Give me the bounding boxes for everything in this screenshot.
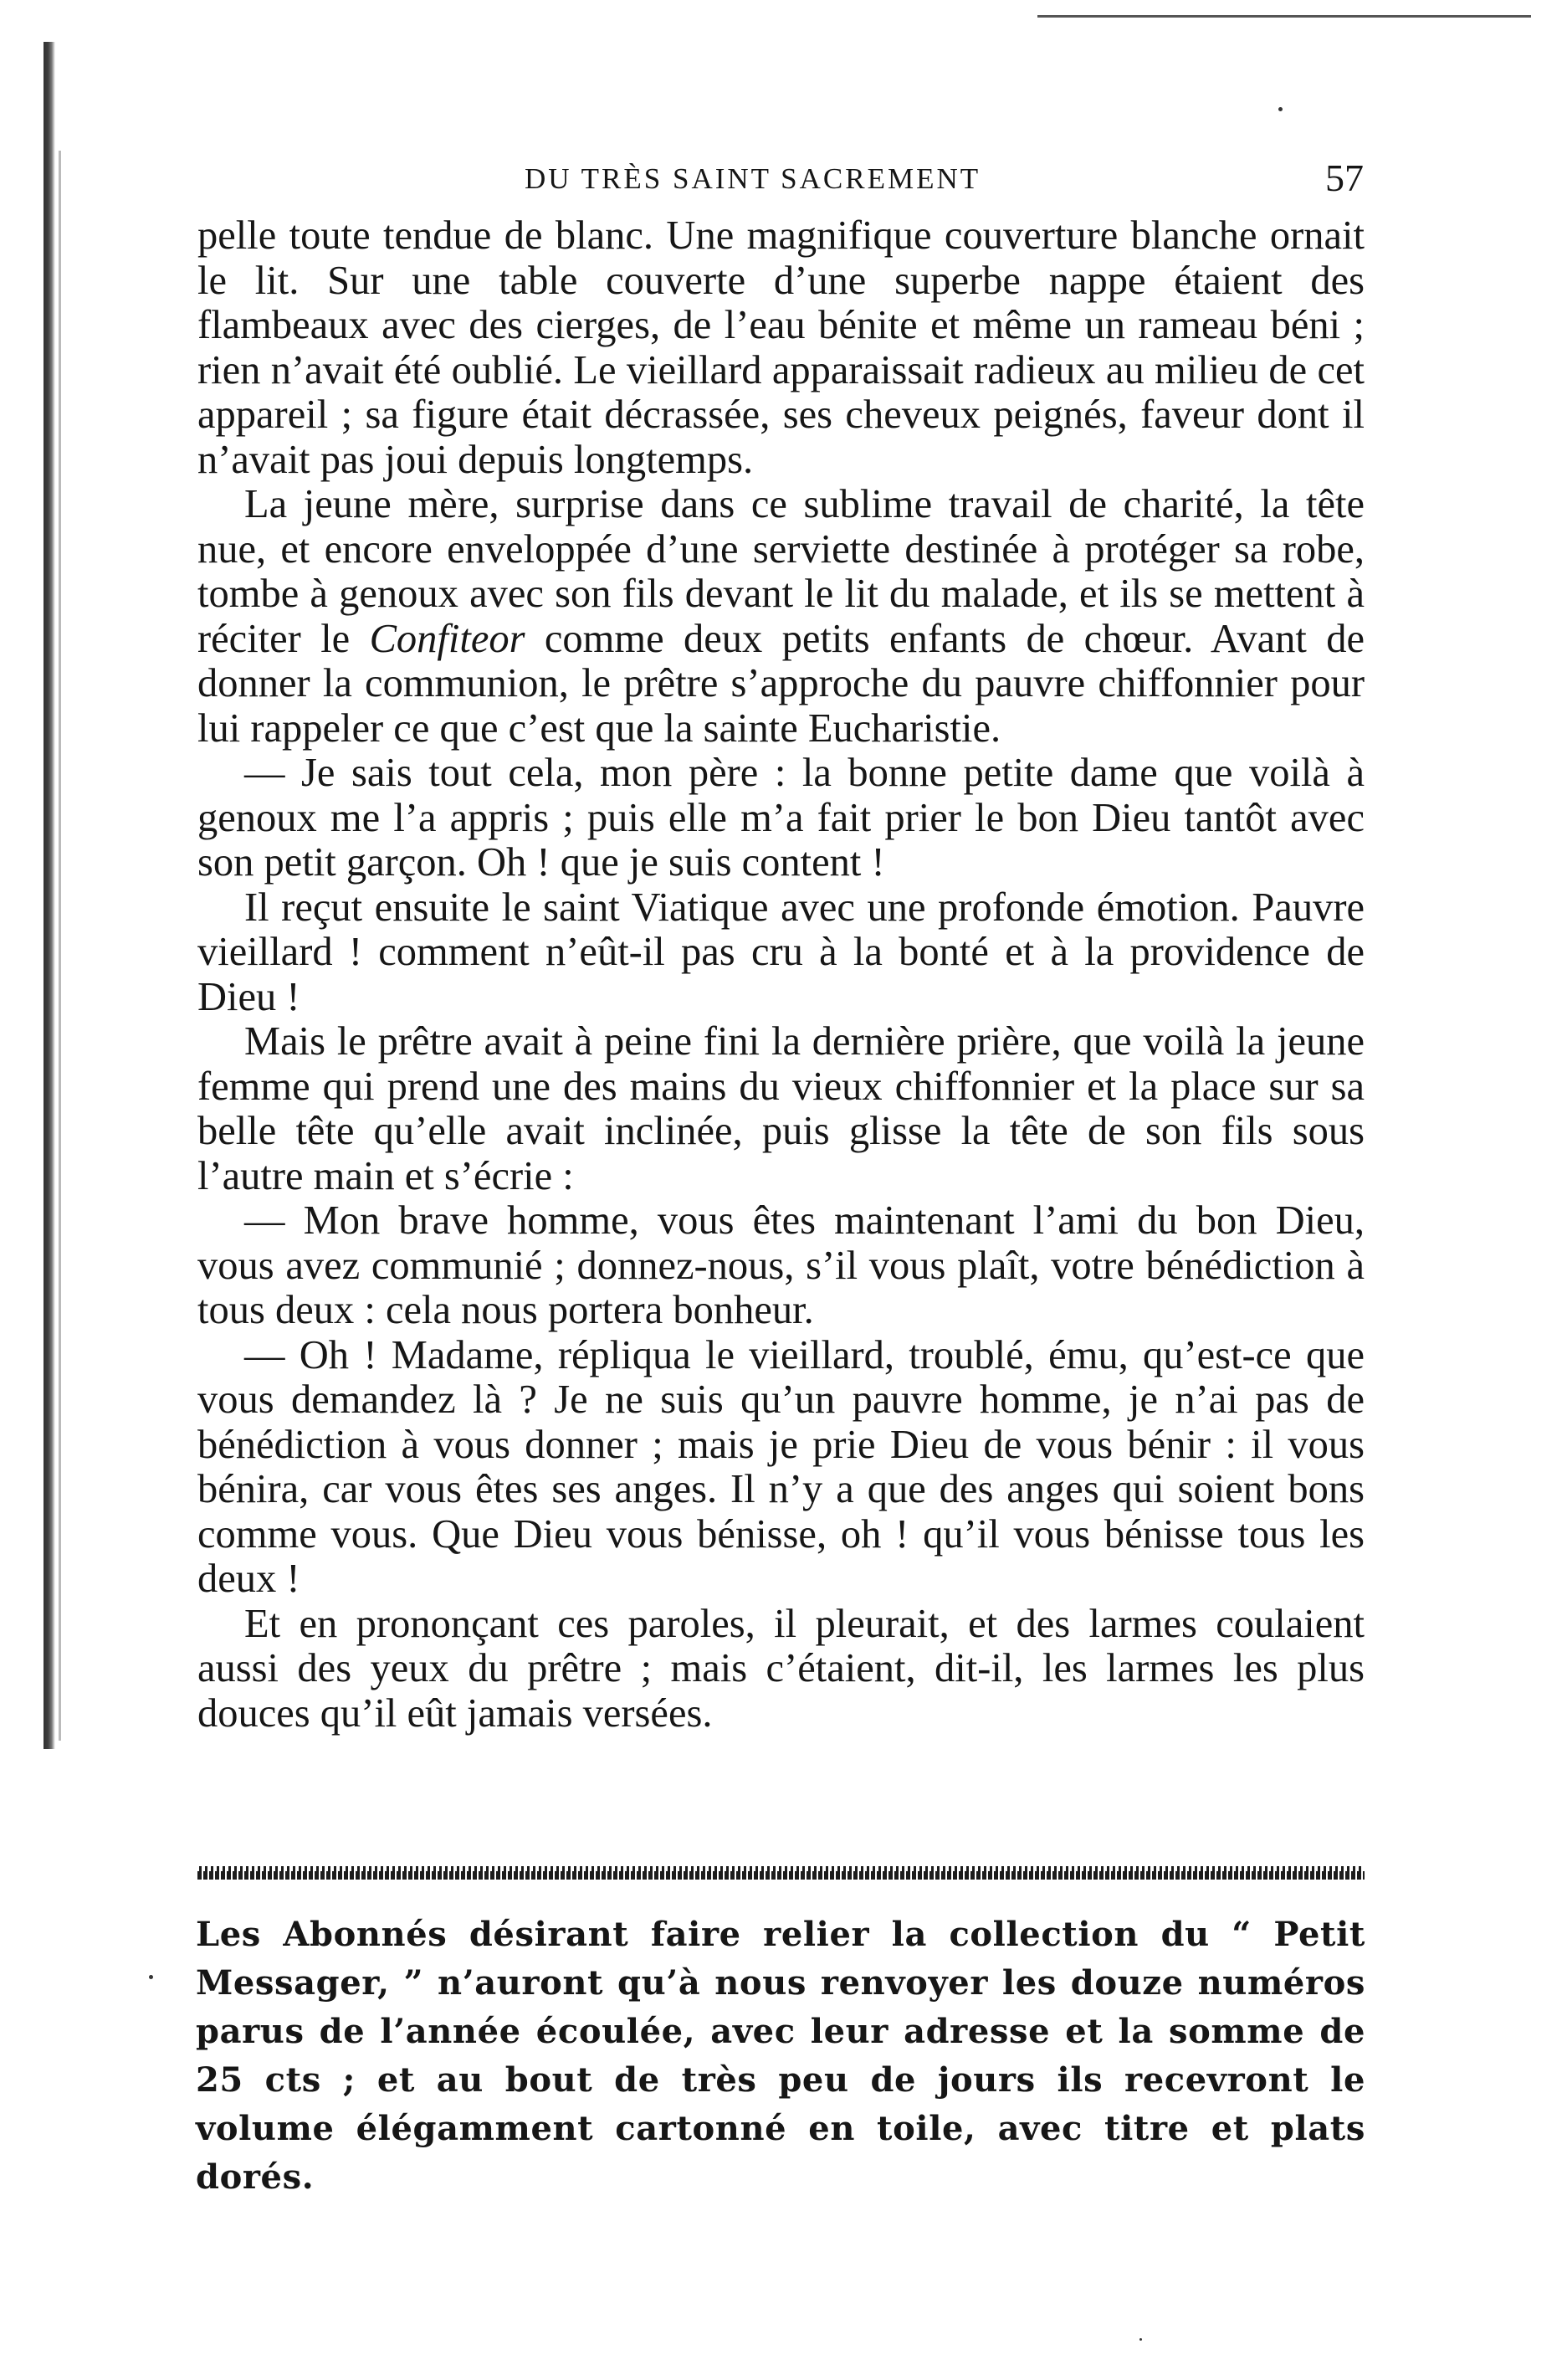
binding-line	[59, 151, 61, 1741]
paragraph: Il reçut ensuite le saint Viatique avec une profonde émotion. Pauvre vieillard ! comment n’eût-il pas cru à la bonté et à la providence de Dieu !	[197, 885, 1365, 1019]
paragraph: — Je sais tout cela, mon père : la bonne petite dame que voilà à genoux me l’a appris ; puis elle m’a fait prier le bon Dieu tantôt avec son petit garçon. Oh ! que je suis content !	[197, 751, 1365, 885]
scan-speck	[1139, 2338, 1142, 2341]
notice-text: Les Abonnés désirant faire relier la collection du “ Petit Messager, ” n’auront qu’à nous renvoyer les douze numéros parus de l’année écoulée, avec leur adresse et la somme de 25 cts ; et au bout de très peu de jours ils recevront le volume élégamment cartonné en toile, avec titre et plats dorés.	[196, 1915, 1365, 2197]
paragraph	[197, 482, 1365, 751]
paragraph-text: comme deux petits enfants de chœur. Avant de donner la communion, le prêtre s’approche du pauvre chiffonnier pour lui rappeler ce que c’est que la sainte Eucharistie.	[197, 616, 1365, 751]
scan-speck	[1278, 107, 1283, 111]
subscriber-notice	[196, 1911, 1365, 2202]
page-number: 57	[1325, 156, 1364, 199]
paragraph-text: La jeune mère, surprise dans ce sublime travail de charité, la tête nue, et encore enveloppée d’une serviette destinée à protéger sa robe, tombe à genoux avec son fils devant le lit du malade, et ils se mettent à réciter le	[197, 482, 1365, 661]
scan-edge-rule	[1037, 15, 1531, 18]
paragraph: Mais le prêtre avait à peine fini la dernière prière, que voilà la jeune femme qui prend une des mains du vieux chiffonnier et la place sur sa belle tête qu’elle avait inclinée, puis glisse la tête de son fils sous l’autre main et s’écrie :	[197, 1019, 1365, 1198]
paragraph: — Mon brave homme, vous êtes maintenant l’ami du bon Dieu, vous avez communié ; donnez-nous, s’il vous plaît, votre bénédiction à tous deux : cela nous portera bonheur.	[197, 1198, 1365, 1332]
ornamental-rule	[197, 1866, 1365, 1880]
scan-speck	[149, 1975, 153, 1979]
binding-shadow	[44, 42, 55, 1749]
paragraph: pelle toute tendue de blanc. Une magnifique couverture blanche ornait le lit. Sur une table couverte d’une superbe nappe étaient des flambeaux avec des cierges, de l’eau bénite et même un rameau béni ; rien n’avait été oublié. Le vieillard apparaissait radieux au milieu de cet appareil ; sa figure était décrassée, ses cheveux peignés, faveur dont il n’avait pas joui depuis longtemps.	[197, 213, 1365, 482]
paragraph: Et en prononçant ces paroles, il pleurait, et des larmes coulaient aussi des yeux du prêtre ; mais c’étaient, dit-il, les larmes les plus douces qu’il eût jamais versées.	[197, 1601, 1365, 1736]
body-text	[197, 213, 1365, 1736]
running-head	[194, 156, 1365, 206]
paragraph: — Oh ! Madame, répliqua le vieillard, troublé, ému, qu’est-ce que vous demandez là ? Je ne suis qu’un pauvre homme, je n’ai pas de bénédiction à vous donner ; mais je prie Dieu de vous bénir : il vous bénira, car vous êtes ses anges. Il n’y a que des anges qui soient bons comme vous. Que Dieu vous bénisse, oh ! qu’il vous bénisse tous les deux !	[197, 1332, 1365, 1601]
latin-term: Confiteor	[369, 616, 525, 661]
running-title: DU TRÈS SAINT SACREMENT	[525, 162, 981, 195]
